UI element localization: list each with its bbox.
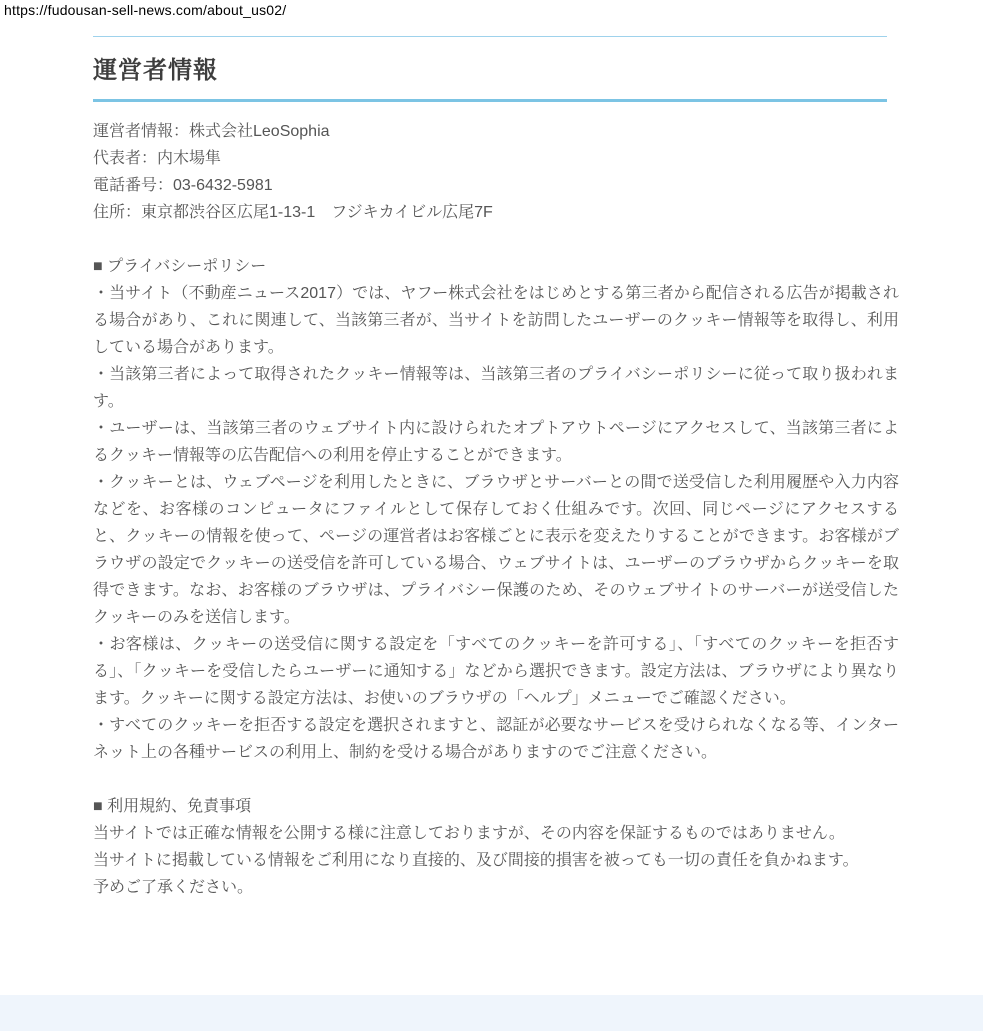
phone-line: 電話番号：03-6432-5981 (93, 177, 273, 194)
section-spacer (93, 766, 899, 793)
privacy-policy-item: ・ユーザーは、当該第三者のウェブサイト内に設けられたオプトアウトページにアクセスして、当該第三者によるクッキー情報等の広告配信への利用を停止することができます。 (93, 420, 899, 464)
page-title: 運営者情報 (93, 57, 218, 84)
privacy-policy-item: ・クッキーとは、ウェブページを利用したときに、ブラウザとサーバーとの間で送受信した利用履歴や入力内容などを、お客様のコンピュータにファイルとして保存しておく仕組みです。次回、同じページにアクセスすると、クッキーの情報を使って、ページの運営者はお客様ごとに表示を変えたりすることができます。お客様がブラウザの設定でクッキーの送受信を許可している場合、ウェブサイトは、ユーザーのブラウザからクッキーを取得できます。なお、お客様のブラウザは、プライバシー保護のため、そのウェブサイトのサーバーが送受信したクッキーのみを送信します。 (93, 474, 899, 626)
address-line: 住所：東京都渋谷区広尾1-13-1 フジキカイビル広尾7F (93, 204, 493, 221)
privacy-policy-item: ・当該第三者によって取得されたクッキー情報等は、当該第三者のプライバシーポリシーに従って取り扱われます。 (93, 366, 899, 410)
privacy-policy-item: ・当サイト（不動産ニュース2017）では、ヤフー株式会社をはじめとする第三者から配信される広告が掲載される場合があり、これに関連して、当該第三者が、当サイトを訪問したユーザーのクッキー情報等を取得し、利用している場合があります。 (93, 285, 899, 356)
terms-heading: ■ 利用規約、免責事項 (93, 798, 252, 815)
terms-line: 当サイトでは正確な情報を公開する様に注意しておりますが、その内容を保証するものではありません。 (93, 825, 845, 842)
privacy-policy-item: ・お客様は、クッキーの送受信に関する設定を「すべてのクッキーを許可する」、「すべてのクッキーを拒否する」、「クッキーを受信したらユーザーに通知する」などから選択できます。設定方法は、ブラウザにより異なります。クッキーに関する設定方法は、お使いのブラウザの「ヘルプ」メニューでご確認ください。 (93, 636, 899, 707)
privacy-policy-item: ・すべてのクッキーを拒否する設定を選択されますと、認証が必要なサービスを受けられなくなる等、インターネット上の各種サービスの利用上、制約を受ける場合がありますのでご注意ください。 (93, 717, 899, 761)
section-spacer (93, 226, 899, 253)
representative-line: 代表者：内木場隼 (93, 150, 222, 167)
body-content (93, 118, 899, 901)
terms-line: 当サイトに掲載している情報をご利用になり直接的、及び間接的損害を被っても一切の責任を負かねます。 (93, 852, 859, 869)
page-url-label: https://fudousan-sell-news.com/about_us02/ (4, 2, 287, 18)
page-content-area (93, 36, 899, 901)
privacy-policy-heading: ■ プライバシーポリシー (93, 258, 267, 275)
footer-band (0, 995, 983, 1031)
terms-line: 予めご了承ください。 (93, 879, 254, 896)
operator-info-line: 運営者情報：株式会社LeoSophia (93, 123, 330, 140)
title-block (93, 36, 887, 102)
